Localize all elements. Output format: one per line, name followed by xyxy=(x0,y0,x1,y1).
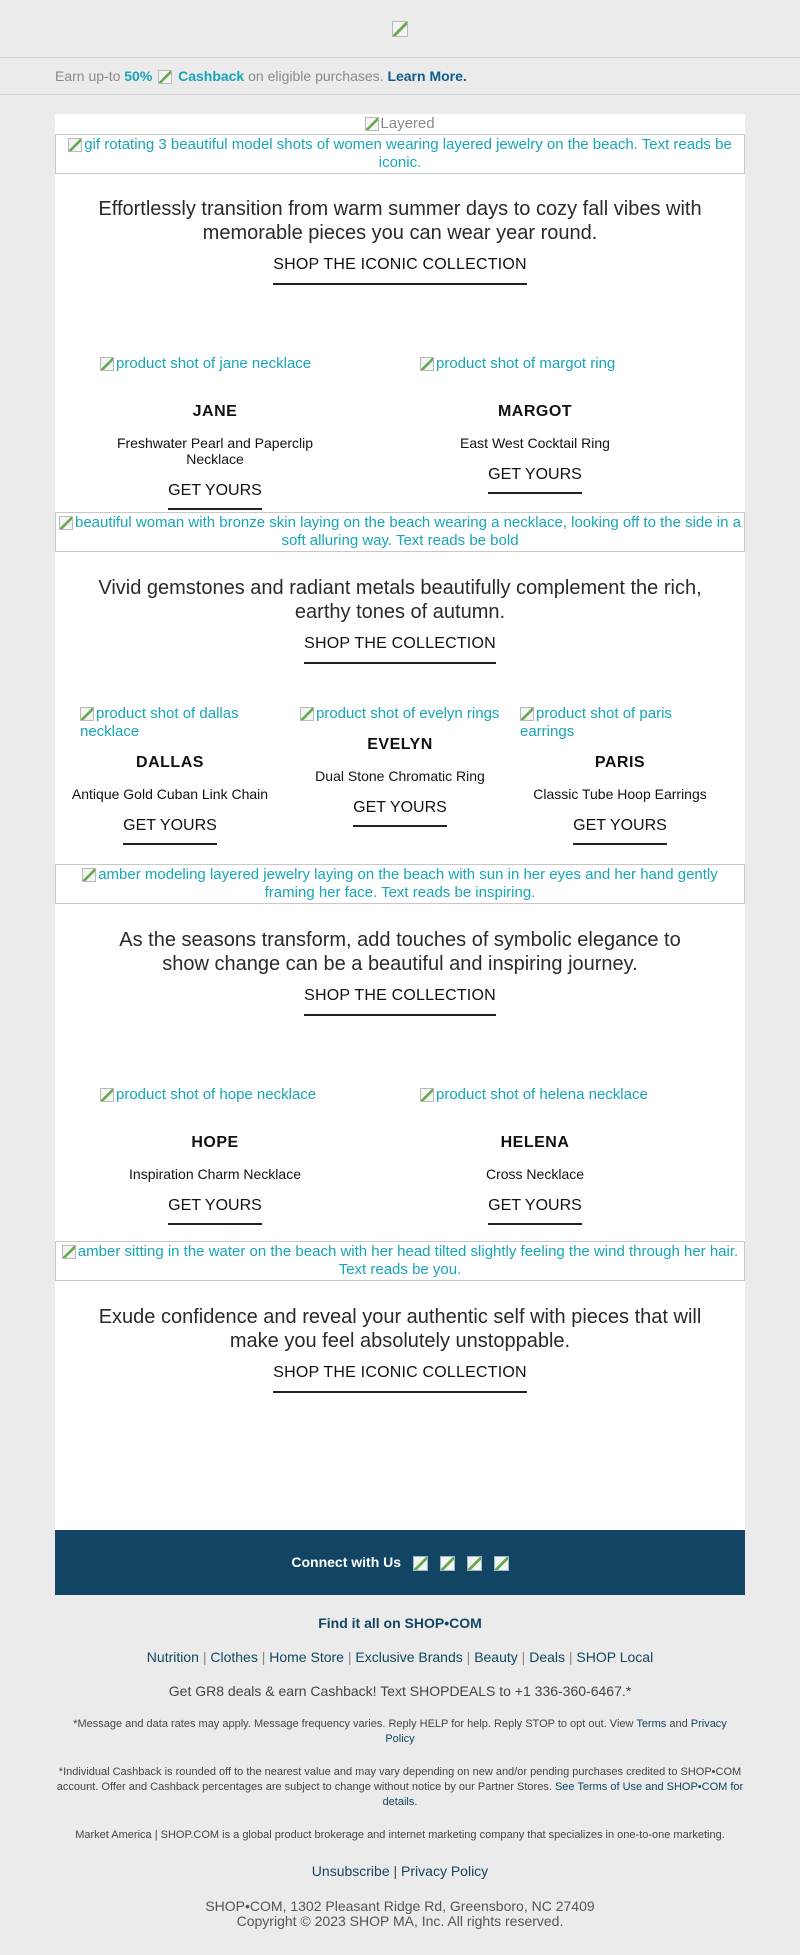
product-image-icon xyxy=(420,357,434,371)
product-image-alt: product shot of hope necklace xyxy=(116,1086,317,1103)
twitter-icon[interactable] xyxy=(494,1556,509,1571)
layered-logo[interactable] xyxy=(55,114,745,134)
connect-with-us-bar xyxy=(55,1530,745,1595)
product-name: PARIS xyxy=(594,754,646,771)
footer-link-clothes[interactable]: Clothes xyxy=(210,1649,258,1665)
privacy-policy-link[interactable]: Privacy Policy xyxy=(385,1718,727,1745)
product-card-evelyn xyxy=(290,705,510,827)
cashback-percent: 50% xyxy=(124,68,153,84)
footer-link-shop-local[interactable]: SHOP Local xyxy=(576,1649,654,1665)
footer-link-exclusive-brands[interactable]: Exclusive Brands xyxy=(355,1649,463,1665)
shop-collection-button[interactable]: SHOP THE COLLECTION xyxy=(304,987,496,1016)
cashback-suffix: on eligible purchases. xyxy=(248,68,384,84)
hero-image-be-inspiring[interactable] xyxy=(55,864,745,904)
product-image-paris[interactable] xyxy=(520,705,720,741)
hero-alt-text: amber modeling layered jewelry laying on the beach with sun in her eyes and her hand gently framing her face. Text reads be inspiring. xyxy=(98,866,718,901)
product-card-jane xyxy=(100,355,330,510)
product-name: HELENA xyxy=(500,1134,570,1151)
cashback-icon xyxy=(158,70,172,84)
product-image-icon xyxy=(300,707,314,721)
hero-image-be-bold[interactable] xyxy=(55,512,745,552)
product-image-alt: product shot of margot ring xyxy=(436,355,616,372)
terms-link[interactable]: Terms xyxy=(636,1718,667,1730)
product-image-evelyn[interactable] xyxy=(290,705,510,723)
footer-link-home-store[interactable]: Home Store xyxy=(269,1649,344,1665)
product-card-paris xyxy=(520,705,720,845)
product-image-margot[interactable] xyxy=(420,355,650,373)
product-image-icon xyxy=(520,707,534,721)
product-name: EVELYN xyxy=(367,736,433,753)
get-yours-button[interactable]: GET YOURS xyxy=(488,466,582,494)
product-grid-2 xyxy=(55,664,745,864)
footer-link-deals[interactable]: Deals xyxy=(529,1649,565,1665)
cashback-bar xyxy=(0,58,800,95)
layered-logo-icon xyxy=(365,117,379,131)
email-content xyxy=(55,114,745,1530)
get-yours-button[interactable]: GET YOURS xyxy=(168,482,262,510)
shop-collection-button[interactable]: SHOP THE COLLECTION xyxy=(304,635,496,664)
get-yours-button[interactable]: GET YOURS xyxy=(168,1197,262,1225)
footer xyxy=(55,1595,745,1929)
hero-image-icon xyxy=(62,1245,76,1259)
product-name: HOPE xyxy=(191,1134,239,1151)
product-image-alt: product shot of dallas necklace xyxy=(80,705,239,740)
footer-link-nutrition[interactable]: Nutrition xyxy=(146,1649,199,1665)
unsubscribe-link[interactable]: Unsubscribe xyxy=(311,1863,390,1879)
hero-alt-text: amber sitting in the water on the beach with her head tilted slightly feeling the wind through her hair. Text reads be you. xyxy=(77,1243,739,1278)
pinterest-icon[interactable] xyxy=(467,1556,482,1571)
product-description: Classic Tube Hoop Earrings xyxy=(533,786,707,802)
learn-more-link[interactable]: Learn More. xyxy=(387,68,467,84)
hero-image-be-you[interactable] xyxy=(55,1241,745,1281)
product-image-alt: product shot of helena necklace xyxy=(436,1086,648,1103)
copyright: Copyright © 2023 SHOP MA, Inc. All rights reserved. xyxy=(236,1913,564,1929)
hero-image-icon xyxy=(68,138,82,152)
shop-iconic-collection-button[interactable]: SHOP THE ICONIC COLLECTION xyxy=(273,1364,527,1393)
product-image-alt: product shot of evelyn rings xyxy=(316,705,500,722)
cashback-disclaimer-text: *Individual Cashback is rounded off to the nearest value and may vary depending on new and/or pending purchases credited to SHOP•COM account. Offer and Cashback percentages are subject to change without notice by our Partner Stores. xyxy=(56,1766,742,1793)
cashback-disclaimer xyxy=(55,1765,745,1810)
hero-alt-text: gif rotating 3 beautiful model shots of women wearing layered jewelry on the beach. Text reads be iconic. xyxy=(84,136,732,171)
product-name: JANE xyxy=(192,403,238,420)
cashback-label: Cashback xyxy=(178,68,245,84)
see-terms-link[interactable]: See Terms of Use and SHOP•COM for details. xyxy=(382,1781,744,1808)
sms-disclaimer-text: *Message and data rates may apply. Message frequency varies. Reply HELP for help. Reply STOP to opt out. View xyxy=(73,1718,634,1730)
product-description: Freshwater Pearl and Paperclip Necklace xyxy=(116,435,314,467)
top-logo-bar xyxy=(0,0,800,58)
shop-com-logo-icon[interactable] xyxy=(392,21,408,37)
get-yours-button[interactable]: GET YOURS xyxy=(123,817,217,845)
product-image-jane[interactable] xyxy=(100,355,330,373)
product-description: Inspiration Charm Necklace xyxy=(129,1166,301,1182)
facebook-icon[interactable] xyxy=(413,1556,428,1571)
product-image-dallas[interactable] xyxy=(70,705,270,741)
hero-image-icon xyxy=(59,516,73,530)
hero-image-icon xyxy=(82,868,96,882)
find-it-all-heading: Find it all on SHOP•COM xyxy=(318,1615,482,1631)
product-image-helena[interactable] xyxy=(420,1086,650,1104)
hero-alt-text: beautiful woman with bronze skin laying on the beach wearing a necklace, looking off to the side in a soft alluring way. Text reads be bold xyxy=(75,514,741,549)
product-image-icon xyxy=(100,357,114,371)
product-image-icon xyxy=(80,707,94,721)
product-card-hope xyxy=(100,1086,330,1225)
product-image-icon xyxy=(420,1088,434,1102)
product-name: MARGOT xyxy=(497,403,573,420)
instagram-icon[interactable] xyxy=(440,1556,455,1571)
and-text: and xyxy=(669,1718,688,1730)
shop-iconic-collection-button[interactable]: SHOP THE ICONIC COLLECTION xyxy=(273,256,527,285)
sms-disclaimer xyxy=(55,1717,745,1747)
hero-image-be-iconic[interactable] xyxy=(55,134,745,174)
product-image-icon xyxy=(100,1088,114,1102)
product-grid-3 xyxy=(55,1016,745,1241)
get-yours-button[interactable]: GET YOURS xyxy=(353,799,447,827)
section-copy: As the seasons transform, add touches of symbolic elegance to show change can be a beautiful and inspiring journey. xyxy=(119,929,681,975)
product-description: Dual Stone Chromatic Ring xyxy=(315,768,485,784)
section-copy: Exude confidence and reveal your authentic self with pieces that will make you feel absolutely unstoppable. xyxy=(98,1306,702,1352)
unsubscribe-row: Unsubscribe | Privacy Policy xyxy=(311,1863,489,1879)
product-description: Cross Necklace xyxy=(485,1166,585,1182)
section-copy: Vivid gemstones and radiant metals beautifully complement the rich, earthy tones of autumn. xyxy=(98,577,702,623)
product-image-alt: product shot of paris earrings xyxy=(520,705,672,740)
about-text: Market America | SHOP.COM is a global product brokerage and internet marketing company that specializes in one-to-one marketing. xyxy=(75,1829,725,1841)
sms-promo: Get GR8 deals & earn Cashback! Text SHOPDEALS to +1 336-360-6467.* xyxy=(168,1683,632,1699)
layered-logo-alt: Layered xyxy=(380,115,435,132)
cashback-prefix: Earn up-to xyxy=(55,68,121,84)
product-card-dallas xyxy=(70,705,270,845)
get-yours-button[interactable]: GET YOURS xyxy=(488,1197,582,1225)
product-description: Antique Gold Cuban Link Chain xyxy=(71,786,269,802)
product-card-helena xyxy=(420,1086,650,1225)
footer-link-beauty[interactable]: Beauty xyxy=(474,1649,518,1665)
company-address: SHOP•COM, 1302 Pleasant Ridge Rd, Greensboro, NC 27409 xyxy=(205,1898,595,1914)
product-name: DALLAS xyxy=(136,754,204,771)
product-image-hope[interactable] xyxy=(100,1086,330,1104)
product-grid-1 xyxy=(55,285,745,510)
connect-label: Connect with Us xyxy=(291,1554,402,1570)
section-copy: Effortlessly transition from warm summer days to cozy fall vibes with memorable pieces you can wear year round. xyxy=(98,198,702,244)
footer-category-links: Nutrition | Clothes | Home Store | Exclusive Brands | Beauty | Deals | SHOP Local xyxy=(146,1649,654,1665)
privacy-policy-footer-link[interactable]: Privacy Policy xyxy=(401,1863,489,1879)
get-yours-button[interactable]: GET YOURS xyxy=(573,817,667,845)
product-card-margot xyxy=(420,355,650,494)
product-description: East West Cocktail Ring xyxy=(460,435,610,451)
product-image-alt: product shot of jane necklace xyxy=(116,355,312,372)
